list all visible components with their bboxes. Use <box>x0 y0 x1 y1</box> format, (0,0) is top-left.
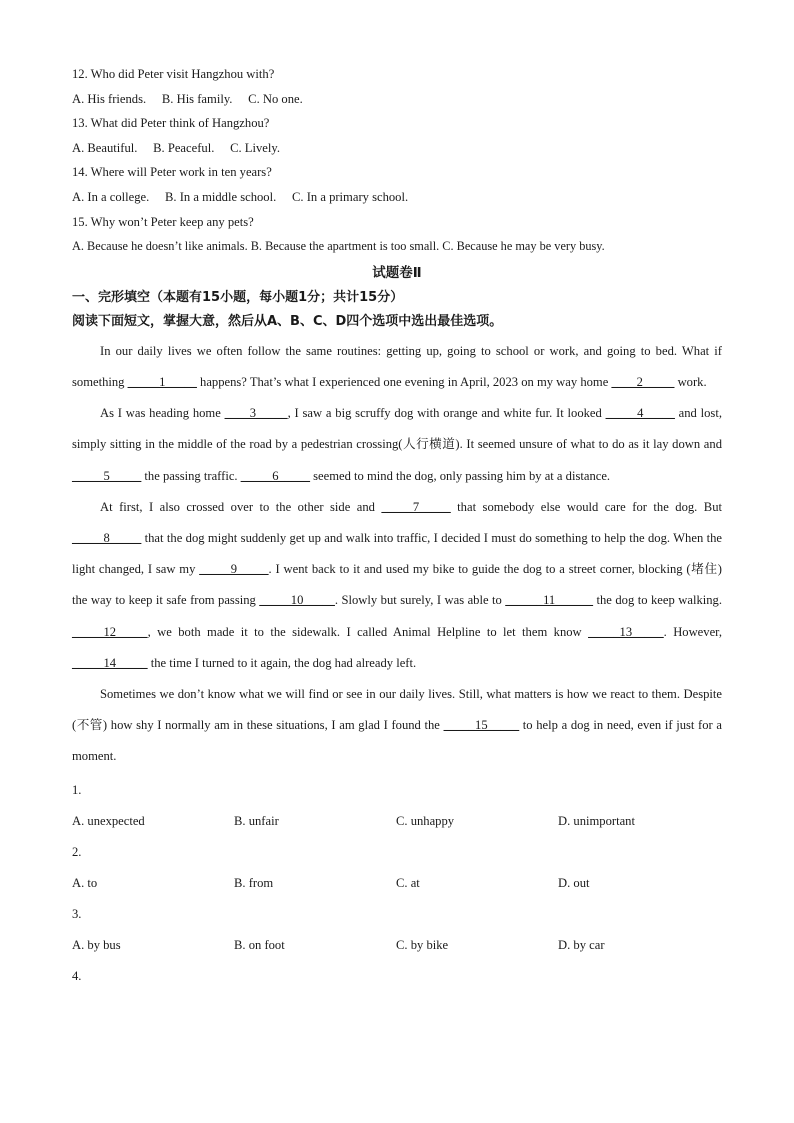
passage-text: , we both made it to the sidewalk. I called Animal Helpline to let them know <box>147 624 589 639</box>
section-title: 一、完形填空（本题有15小题，每小题1分；共计15分） <box>72 289 404 305</box>
answer-blank[interactable]: ____2_____ <box>611 374 675 389</box>
option-c[interactable]: C. by bike <box>396 937 449 952</box>
answer-blank[interactable]: _____8_____ <box>72 530 142 545</box>
option-d[interactable]: D. unimportant <box>558 813 635 828</box>
passage-text: and lost, simply sitting in the middle of the road by a pedestrian crossing(人行横道). It seemed unsure of what to do as it lay down and <box>72 406 722 452</box>
question-text: 13. What did Peter think of Hangzhou? <box>72 116 270 131</box>
passage-paragraph <box>72 336 722 398</box>
listening-question-list <box>72 62 722 259</box>
option-d[interactable]: D. by car <box>558 937 605 952</box>
answer-blank[interactable]: _____7_____ <box>381 499 451 514</box>
option-a[interactable]: A. unexpected <box>72 813 145 828</box>
answer-blank[interactable]: _____9_____ <box>199 562 269 577</box>
passage-text: the passing traffic. <box>141 468 241 483</box>
option-a[interactable]: A. to <box>72 875 98 890</box>
passage-paragraph <box>72 398 722 492</box>
option-row <box>72 806 722 837</box>
passage-text: the time I turned to it again, the dog had already left. <box>147 655 417 670</box>
passage-text: the dog to keep walking. <box>593 593 722 608</box>
question-number: 2. <box>72 844 82 859</box>
answer-blank[interactable]: _____4_____ <box>605 406 675 421</box>
passage-text: . I went back to it and used my bike to guide the dog to a street corner, blocking (堵住) the way to keep it safe from passing <box>72 562 723 608</box>
question-options: A. Because he doesn’t like animals. B. Because the apartment is too small. C. Because he may be very busy. <box>72 239 605 254</box>
answer-blank[interactable]: ______11______ <box>505 593 594 608</box>
question-number: 3. <box>72 906 82 921</box>
option-b[interactable]: B. on foot <box>234 937 285 952</box>
passage-paragraph <box>72 679 722 773</box>
passage-text: , I saw a big scruffy dog with orange and white fur. It looked <box>287 406 606 421</box>
passage-paragraph <box>72 492 722 679</box>
option-b[interactable]: B. unfair <box>234 813 279 828</box>
passage-text: to help a dog in need, even if just for a moment. <box>72 718 722 764</box>
passage-text: seemed to mind the dog, only passing him by at a distance. <box>309 468 611 483</box>
answer-blank[interactable]: _____10_____ <box>259 593 335 608</box>
passage-text: happens? That’s what I experienced one evening in April, 2023 on my way home <box>196 374 612 389</box>
question-options: A. His friends. B. His family. C. No one. <box>72 91 303 106</box>
answer-blank[interactable]: _____6_____ <box>240 468 310 483</box>
answer-blank[interactable]: ____3_____ <box>224 406 288 421</box>
option-c[interactable]: C. at <box>396 875 420 890</box>
passage-text: Sometimes we don’t know what we will find or see in our daily lives. Still, what matters is how we react to them. Despite (不管) how shy I normally am in these situations, I am glad I found the <box>72 686 722 733</box>
question-number: 4. <box>72 968 82 983</box>
passage-text: that the dog might suddenly get up and walk into traffic, I decided I must do something to help the dog. When the light changed, I saw my <box>72 530 722 577</box>
passage-text: we often follow the same routines: getting up, going to school or work, and going to bed. What if something <box>72 343 722 389</box>
passage-text: work. <box>674 374 707 389</box>
exam-page <box>72 62 722 992</box>
passage-text: . However, <box>663 624 722 639</box>
option-b[interactable]: B. from <box>234 875 274 890</box>
option-row <box>72 868 722 899</box>
option-d[interactable]: D. out <box>558 875 590 890</box>
question-options: A. Beautiful. B. Peaceful. C. Lively. <box>72 140 280 155</box>
cloze-passage <box>72 336 722 773</box>
option-row <box>72 930 722 961</box>
question-text: 14. Where will Peter work in ten years? <box>72 165 272 180</box>
question-number: 1. <box>72 782 82 797</box>
answer-blank[interactable]: _____5_____ <box>72 468 142 483</box>
answer-blank[interactable]: _____15_____ <box>443 718 520 733</box>
answer-blank[interactable]: _____12_____ <box>72 624 148 639</box>
option-c[interactable]: C. unhappy <box>396 813 455 828</box>
passage-text: that somebody else would care for the dog. But <box>450 499 722 514</box>
passage-text: At first, I also crossed over to the other side and <box>100 499 382 514</box>
question-options: A. In a college. B. In a middle school. C. In a primary school. <box>72 189 409 204</box>
answer-blank[interactable]: _____14_____ <box>72 655 148 670</box>
cloze-question-list <box>72 775 722 992</box>
passage-text: . Slowly but surely, I was able to <box>334 593 506 608</box>
paper-title: 试题卷Ⅱ <box>372 264 422 281</box>
answer-blank[interactable]: _____13_____ <box>588 624 664 639</box>
question-text: 12. Who did Peter visit Hangzhou with? <box>72 67 275 81</box>
question-text: 15. Why won’t Peter keep any pets? <box>72 214 254 229</box>
answer-blank[interactable]: _____1_____ <box>127 374 197 389</box>
option-a[interactable]: A. by bus <box>72 937 121 952</box>
section-instruction: 阅读下面短文，掌握大意，然后从A、B、C、D四个选项中选出最佳选项。 <box>72 313 503 329</box>
passage-text: As I was heading home <box>100 406 225 421</box>
passage-text: In our daily lives <box>100 343 197 358</box>
